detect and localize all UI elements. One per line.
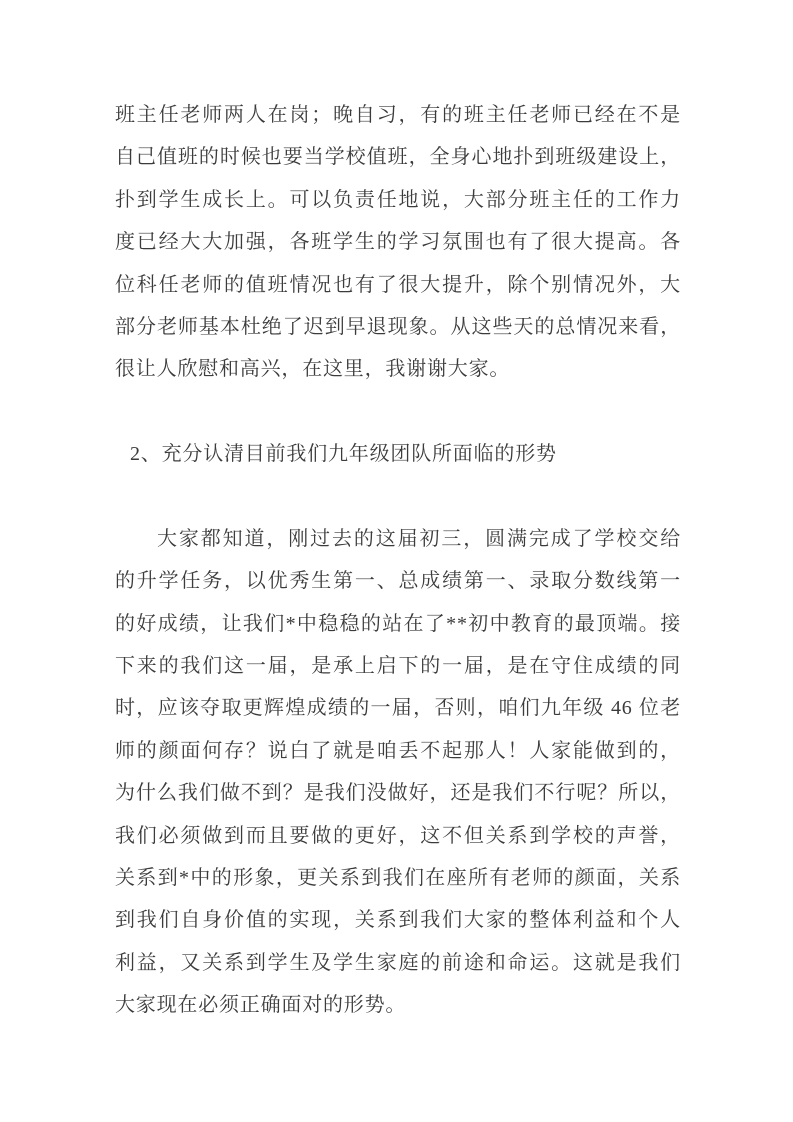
paragraph-1-line: 班主任老师两人在岗；晚自习，有的班主任老师已经在不是 bbox=[115, 104, 681, 126]
paragraph-2-line: 师的颜面何存？说白了就是咱丢不起那人！人家能做到的， bbox=[115, 739, 681, 762]
paragraph-2-line: 关系到*中的形象，更关系到我们在座所有老师的颜面，关系 bbox=[115, 867, 681, 890]
text-block bbox=[115, 94, 681, 1027]
paragraph-1-line: 位科任老师的值班情况也有了很大提升，除个别情况外，大 bbox=[115, 273, 681, 296]
paragraph-2-line: 时，应该夺取更辉煌成绩的一届，否则，咱们九年级 46 位老 bbox=[115, 697, 681, 720]
paragraph-2-line: 到我们自身价值的实现，关系到我们大家的整体利益和个人 bbox=[115, 909, 681, 932]
paragraph-1-line: 扑到学生成长上。可以负责任地说，大部分班主任的工作力 bbox=[115, 188, 681, 211]
paragraph-2-line: 为什么我们做不到？是我们没做好，还是我们不行呢？所以， bbox=[115, 782, 681, 805]
paragraph-2-line: 的升学任务，以优秀生第一、总成绩第一、录取分数线第一 bbox=[115, 570, 681, 593]
paragraph-2-line: 的好成绩，让我们*中稳稳的站在了**初中教育的最顶端。接 bbox=[115, 612, 681, 635]
blank-line bbox=[115, 476, 681, 518]
section-heading-2: 2、充分认清目前我们九年级团队所面临的形势 bbox=[130, 443, 557, 466]
paragraph-1-line: 很让人欣慰和高兴，在这里，我谢谢大家。 bbox=[115, 358, 511, 381]
paragraph-1-line: 部分老师基本杜绝了迟到早退现象。从这些天的总情况来看， bbox=[115, 315, 681, 338]
paragraph-2-line: 大家现在必须正确面对的形势。 bbox=[115, 994, 407, 1017]
paragraph-2-line: 利益，又关系到学生及学生家庭的前途和命运。这就是我们 bbox=[115, 951, 681, 974]
paragraph-2-line: 我们必须做到而且要做的更好，这不但关系到学校的声誉， bbox=[115, 824, 681, 847]
paragraph-1-line: 度已经大大加强，各班学生的学习氛围也有了很大提高。各 bbox=[115, 231, 681, 254]
paragraph-2-line: 大家都知道，刚过去的这届初三，圆满完成了学校交给 bbox=[157, 527, 681, 550]
paragraph-2-line: 下来的我们这一届，是承上启下的一届，是在守住成绩的同 bbox=[115, 655, 681, 678]
blank-line bbox=[115, 391, 681, 433]
paragraph-1-line: 自己值班的时候也要当学校值班，全身心地扑到班级建设上， bbox=[115, 146, 681, 169]
